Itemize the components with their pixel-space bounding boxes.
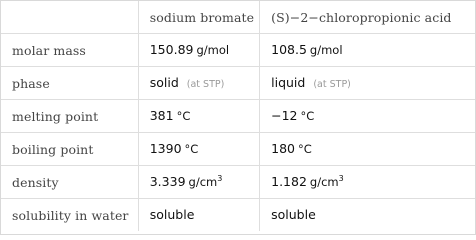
cell-melting-point-b	[260, 100, 475, 133]
table-row	[1, 166, 475, 199]
cell-density-a	[138, 166, 259, 199]
cell-boiling-point-a	[138, 133, 259, 166]
cell-density-b	[260, 166, 475, 199]
value: 180	[271, 141, 295, 156]
value: 108.5	[271, 42, 307, 57]
cell-phase-b	[260, 67, 475, 100]
unit: °C	[297, 142, 312, 156]
unit: g/mol	[196, 43, 230, 57]
row-label-molar-mass: molar mass	[1, 34, 138, 67]
table-row	[1, 100, 475, 133]
value: soluble	[271, 207, 316, 222]
row-label-melting-point: melting point	[1, 100, 138, 133]
value: 381	[149, 108, 174, 123]
value: 150.89	[149, 42, 194, 57]
table-row	[1, 67, 475, 100]
table-row	[1, 199, 475, 232]
cell-molar-mass-b	[260, 34, 475, 67]
cell-melting-point-a	[138, 100, 259, 133]
row-label-density: density	[1, 166, 138, 199]
unit: °C	[300, 109, 315, 123]
header-chloropropionic-acid: (S)−2−chloropropionic acid	[260, 1, 475, 34]
stp-note: (at STP)	[186, 79, 225, 90]
properties-table	[1, 1, 475, 231]
unit-base: g/cm	[188, 175, 218, 189]
unit	[189, 175, 223, 189]
header-empty-cell	[1, 1, 138, 34]
cell-solubility-b	[260, 199, 475, 232]
value: 1.182	[271, 174, 307, 189]
unit	[310, 175, 344, 189]
unit: °C	[184, 142, 199, 156]
table-header-row	[1, 1, 475, 34]
value: 3.339	[149, 174, 186, 189]
value: soluble	[149, 207, 195, 222]
unit-exponent: 3	[338, 174, 344, 183]
table-row	[1, 34, 475, 67]
cell-boiling-point-b	[260, 133, 475, 166]
value: liquid	[271, 75, 306, 90]
header-sodium-bromate: sodium bromate	[138, 1, 259, 34]
unit-base: g/cm	[309, 175, 339, 189]
cell-solubility-a	[138, 199, 259, 232]
unit: g/mol	[309, 43, 343, 57]
value: −12	[271, 108, 298, 123]
table-row	[1, 133, 475, 166]
cell-molar-mass-a	[138, 34, 259, 67]
row-label-solubility: solubility in water	[1, 199, 138, 232]
value: solid	[149, 75, 179, 90]
row-label-boiling-point: boiling point	[1, 133, 138, 166]
stp-note: (at STP)	[313, 79, 351, 90]
unit: °C	[176, 109, 191, 123]
unit-exponent: 3	[217, 174, 223, 183]
value: 1390	[149, 141, 182, 156]
cell-phase-a	[138, 67, 259, 100]
row-label-phase: phase	[1, 67, 138, 100]
